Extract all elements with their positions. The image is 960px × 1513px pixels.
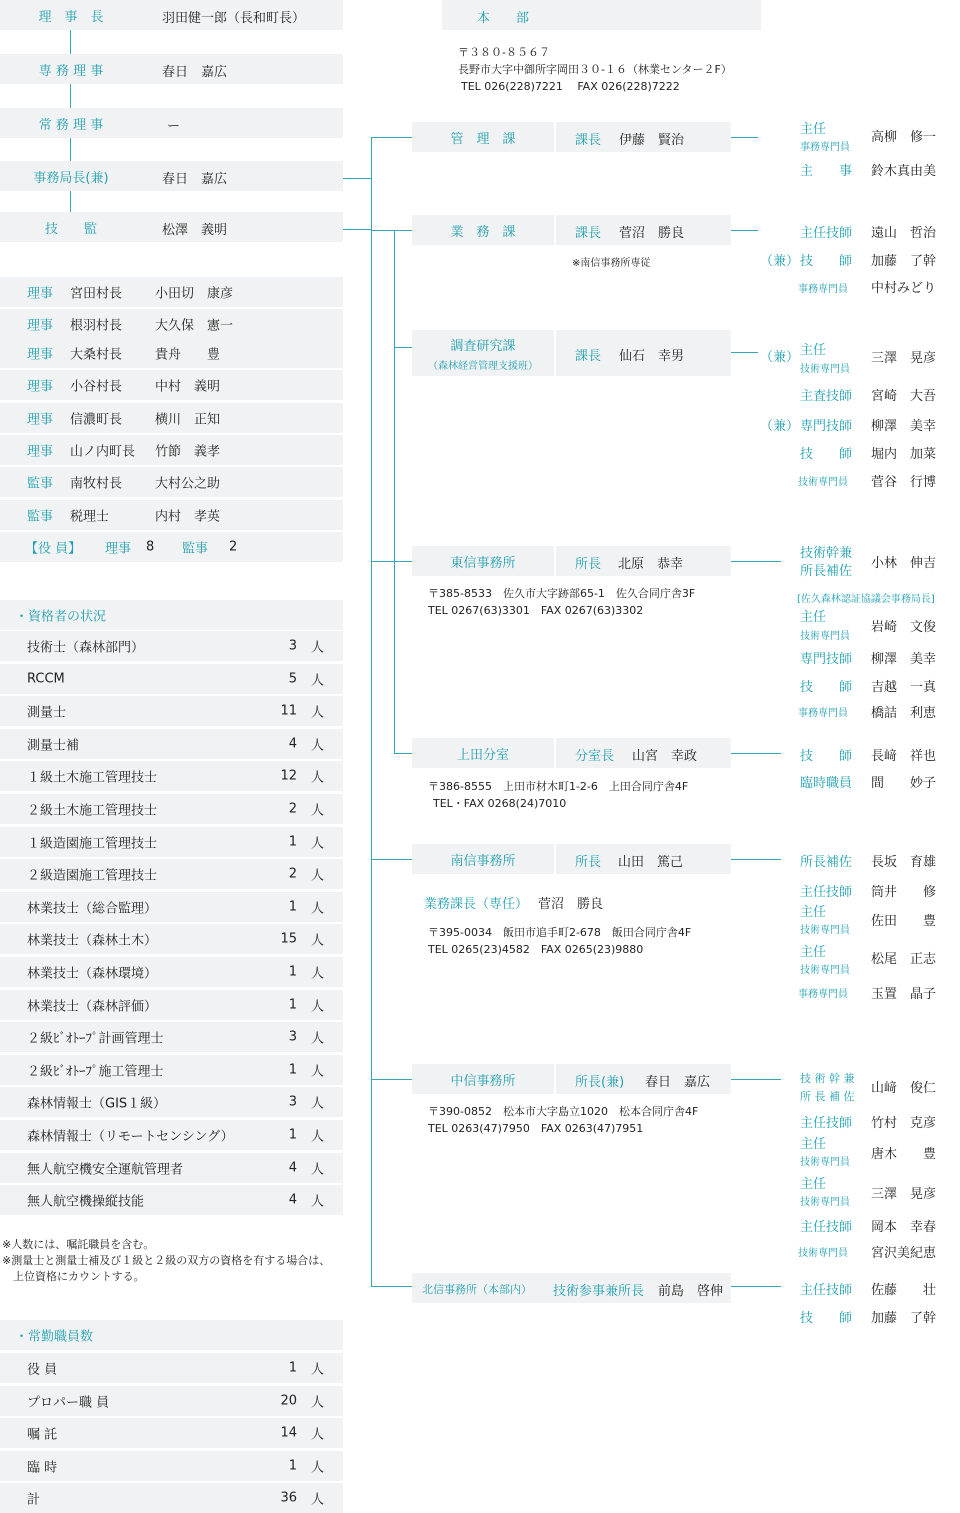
staff-name: 間 妙子 [871, 776, 937, 791]
officer-title-senmu: 専 務 理 事 [0, 54, 142, 84]
count-row [0, 1418, 343, 1448]
officer-name-jimukyokucho: 春日 嘉広 [162, 172, 228, 187]
count-row [0, 1185, 343, 1215]
count-row [0, 827, 343, 857]
staff-name: 柳澤 美幸 [871, 652, 937, 667]
hq-address: 〒３８０-８５６７ 長野市大字中御所字岡田３０-１６（林業センター２F） TEL 026(228)7221 FAX 026(228)7222 [458, 46, 732, 93]
staff-name: 竹村 克彦 [871, 1116, 937, 1131]
count-unit: 人 [311, 999, 325, 1015]
count-row [0, 1386, 343, 1416]
count-value: 3 [288, 1094, 297, 1110]
count-label: ２級土木施工管理技士 [27, 803, 158, 819]
count-label: 林業技士（森林評価） [27, 999, 158, 1015]
count-unit: 人 [311, 770, 325, 786]
director-row: 理事 根羽村長 大久保 憲一 [0, 309, 343, 339]
count-unit: 人 [311, 1492, 325, 1508]
staff-name: 遠山 哲治 [871, 226, 937, 241]
count-unit: 人 [311, 1395, 325, 1411]
staff-name: 玉置 晶子 [871, 987, 937, 1002]
dept-name: 上田分室 [412, 738, 554, 768]
count-label: 森林情報士（リモートセンシング） [27, 1129, 234, 1145]
officer-title-gikan: 技 監 [0, 212, 142, 242]
staff-name: 菅谷 行博 [871, 475, 937, 490]
count-unit: 人 [311, 1129, 325, 1145]
staff-name: 長坂 育雄 [871, 855, 937, 870]
count-label: １級土木施工管理技士 [27, 770, 158, 786]
count-row [0, 990, 343, 1020]
staff-name: 高柳 修一 [871, 130, 937, 145]
count-unit: 人 [311, 933, 325, 949]
director-row: 理事 大桑村長 貴舟 豊 [0, 338, 343, 368]
count-label: プロパー職 員 [27, 1395, 110, 1411]
count-value: 3 [288, 1029, 297, 1045]
count-unit: 人 [311, 868, 325, 884]
dept-address: 〒390-0852 松本市大字島立1020 松本合同庁舎4F TEL 0263(47)7950 FAX 0263(47)7951 [428, 1105, 699, 1135]
director-row: 監事 南牧村長 大村公之助 [0, 467, 343, 497]
count-row [0, 696, 343, 726]
count-row [0, 1153, 343, 1183]
dept-head-name: 春日 嘉広 [645, 1075, 711, 1090]
staff-name: 小林 伸吉 [871, 556, 937, 571]
count-label: 無人航空機安全運航管理者 [27, 1162, 184, 1178]
dept-address: 〒395-0034 飯田市追手町2-678 飯田合同庁舎4F TEL 0265(23)4582 FAX 0265(23)9880 [428, 926, 692, 956]
count-unit: 人 [311, 1031, 325, 1047]
director-row: 監事 税理士 内村 孝英 [0, 500, 343, 530]
dept-head-name: 伊藤 賢治 [619, 133, 685, 148]
staff-name: 佐田 豊 [871, 914, 937, 929]
count-unit: 人 [311, 966, 325, 982]
count-row [0, 957, 343, 987]
dept-note: ※南信事務所専従 [572, 258, 651, 269]
director-row: 理事 山ノ内町長 竹節 義孝 [0, 435, 343, 465]
count-label: 測量士 [27, 705, 67, 721]
count-row [0, 729, 343, 759]
count-label: ２級ﾋﾞｵﾄｰﾌﾟ計画管理士 [27, 1031, 164, 1047]
count-row [0, 1055, 343, 1085]
count-value: 2 [288, 801, 297, 817]
count-unit: 人 [311, 1096, 325, 1112]
officer-summary: 【役 員】 理事 8 監事 2 [0, 532, 343, 562]
count-label: １級造園施工管理技士 [27, 836, 158, 852]
staff-name: 三澤 晃彦 [871, 351, 937, 366]
director-row: 理事 宮田村長 小田切 康彦 [0, 277, 343, 307]
staff-name: 堀内 加菜 [871, 447, 937, 462]
count-unit: 人 [311, 640, 325, 656]
qualifications-notes: ※人数には、嘱託職員を含む。 ※測量士と測量士補及び１級と２級の双方の資格を有する場合は、 上位資格にカウントする。 [2, 1238, 331, 1283]
count-value: 1 [288, 834, 297, 850]
count-value: 1 [288, 899, 297, 915]
dept-head-name: 山宮 幸政 [632, 749, 698, 764]
count-label: 森林情報士（GIS１級） [27, 1096, 167, 1112]
count-unit: 人 [311, 1460, 325, 1476]
staff-name: 岡本 幸春 [871, 1220, 937, 1235]
count-value: 1 [288, 1127, 297, 1143]
dept-address: 〒386-8555 上田市材木町1-2-6 上田合同庁舎4F TEL・FAX 0268(24)7010 [428, 780, 689, 810]
count-row [0, 631, 343, 661]
count-unit: 人 [311, 673, 325, 689]
staff-name: 岩崎 文俊 [871, 620, 937, 635]
dept-name: 中信事務所 [412, 1064, 554, 1094]
count-unit: 人 [311, 1194, 325, 1210]
count-row [0, 664, 343, 694]
count-row [0, 1087, 343, 1117]
staff-name: 唐木 豊 [871, 1147, 937, 1162]
dept-name: 東信事務所 [412, 546, 554, 576]
count-unit: 人 [311, 1064, 325, 1080]
count-value: 36 [280, 1490, 297, 1506]
dept-subname: （森林経営管理支援班） [428, 361, 538, 372]
director-row: 理事 信濃町長 横川 正知 [0, 403, 343, 433]
officer-name-chairman: 羽田健一郎（長和町長） [162, 11, 306, 26]
staff-name: 長﨑 祥也 [871, 749, 937, 764]
dept-subtitle: 業務課長（専任） [424, 897, 529, 912]
count-label: 測量士補 [27, 738, 80, 754]
count-label: ２級ﾋﾞｵﾄｰﾌﾟ施工管理士 [27, 1064, 164, 1080]
count-unit: 人 [311, 738, 325, 754]
count-row [0, 1451, 343, 1481]
officer-name-senmu: 春日 嘉広 [162, 65, 228, 80]
count-value: 5 [288, 671, 297, 687]
count-value: 1 [288, 964, 297, 980]
count-unit: 人 [311, 901, 325, 917]
staff-header: ・常勤職員数 [0, 1320, 343, 1350]
count-label: 計 [27, 1492, 41, 1508]
count-value: 20 [280, 1393, 297, 1409]
count-value: 11 [280, 703, 297, 719]
count-value: 12 [280, 768, 297, 784]
count-label: 林業技士（総合監理） [27, 901, 158, 917]
dept-head-name: 北原 恭幸 [618, 557, 684, 572]
count-row [0, 1022, 343, 1052]
officer-name-gikan: 松澤 義明 [162, 223, 228, 238]
staff-name: 松尾 正志 [871, 952, 937, 967]
count-row [0, 892, 343, 922]
count-value: 4 [288, 1160, 297, 1176]
staff-name: 吉越 一真 [871, 680, 937, 695]
staff-name: 柳澤 美幸 [871, 419, 937, 434]
count-unit: 人 [311, 1427, 325, 1443]
count-unit: 人 [311, 1362, 325, 1378]
count-row [0, 1483, 343, 1513]
count-row [0, 794, 343, 824]
count-unit: 人 [311, 1162, 325, 1178]
count-label: 無人航空機操縦技能 [27, 1194, 145, 1210]
count-row [0, 1353, 343, 1383]
count-unit: 人 [311, 803, 325, 819]
staff-name: 加藤 了幹 [871, 254, 937, 269]
count-label: ２級造園施工管理技士 [27, 868, 158, 884]
dept-subname: 菅沼 勝良 [538, 897, 604, 912]
officer-title-jomu: 常 務 理 事 [0, 108, 142, 138]
count-value: 3 [288, 638, 297, 654]
count-row [0, 761, 343, 791]
count-unit: 人 [311, 705, 325, 721]
staff-name: 鈴木真由美 [871, 164, 937, 179]
count-row [0, 924, 343, 954]
director-row: 理事 小谷村長 中村 義明 [0, 370, 343, 400]
dept-head-name: 山田 篤己 [618, 855, 684, 870]
staff-name: 宮沢美紀恵 [871, 1246, 937, 1261]
staff-name: 山﨑 俊仁 [871, 1081, 937, 1096]
dept-address: 〒385-8533 佐久市大字跡部65-1 佐久合同庁舎3F TEL 0267(63)3301 FAX 0267(63)3302 [428, 587, 696, 617]
dept-name: 調査研究課 [450, 339, 516, 354]
count-unit: 人 [311, 836, 325, 852]
count-value: 4 [288, 1192, 297, 1208]
qualifications-header: ・資格者の状況 [0, 600, 343, 630]
staff-name: 中村みどり [871, 281, 937, 296]
count-value: 14 [280, 1425, 297, 1441]
count-value: 4 [288, 736, 297, 752]
count-label: 林業技士（森林環境） [27, 966, 158, 982]
count-row [0, 859, 343, 889]
dept-head-name: 菅沼 勝良 [619, 226, 685, 241]
count-value: 1 [288, 1458, 297, 1474]
dept-head-name: 仙石 幸男 [619, 349, 685, 364]
count-value: 1 [288, 997, 297, 1013]
staff-name: 三澤 晃彦 [871, 1187, 937, 1202]
count-value: 1 [288, 1062, 297, 1078]
count-value: 2 [288, 866, 297, 882]
dept-name: 北信事務所（本部内） [422, 1283, 532, 1296]
count-row [0, 1120, 343, 1150]
staff-name: 筒井 修 [871, 885, 937, 900]
count-label: 林業技士（森林土木） [27, 933, 158, 949]
hq-label: 本 部 [477, 11, 530, 26]
count-label: 技術士（森林部門） [27, 640, 145, 656]
count-value: 1 [288, 1360, 297, 1376]
officer-title-jimukyokucho: 事務局長(兼) [0, 161, 142, 191]
officer-title-chairman: 理 事 長 [0, 0, 142, 30]
staff-name: 加藤 了幹 [871, 1311, 937, 1326]
staff-name: 橋詰 利恵 [871, 706, 937, 721]
count-label: 嘱 託 [27, 1427, 58, 1443]
dept-name: 業 務 課 [412, 215, 554, 245]
count-label: 臨 時 [27, 1460, 58, 1476]
count-label: RCCM [27, 671, 65, 687]
count-value: 15 [280, 931, 297, 947]
staff-name: 佐藤 壮 [871, 1283, 937, 1298]
dept-name: 管 理 課 [412, 122, 554, 152]
staff-name: 宮崎 大吾 [871, 389, 937, 404]
dept-name: 南信事務所 [412, 844, 554, 874]
count-label: 役 員 [27, 1362, 58, 1378]
dept-head-name: 前島 啓伸 [658, 1284, 724, 1299]
officer-name-jomu: ー [167, 119, 181, 134]
